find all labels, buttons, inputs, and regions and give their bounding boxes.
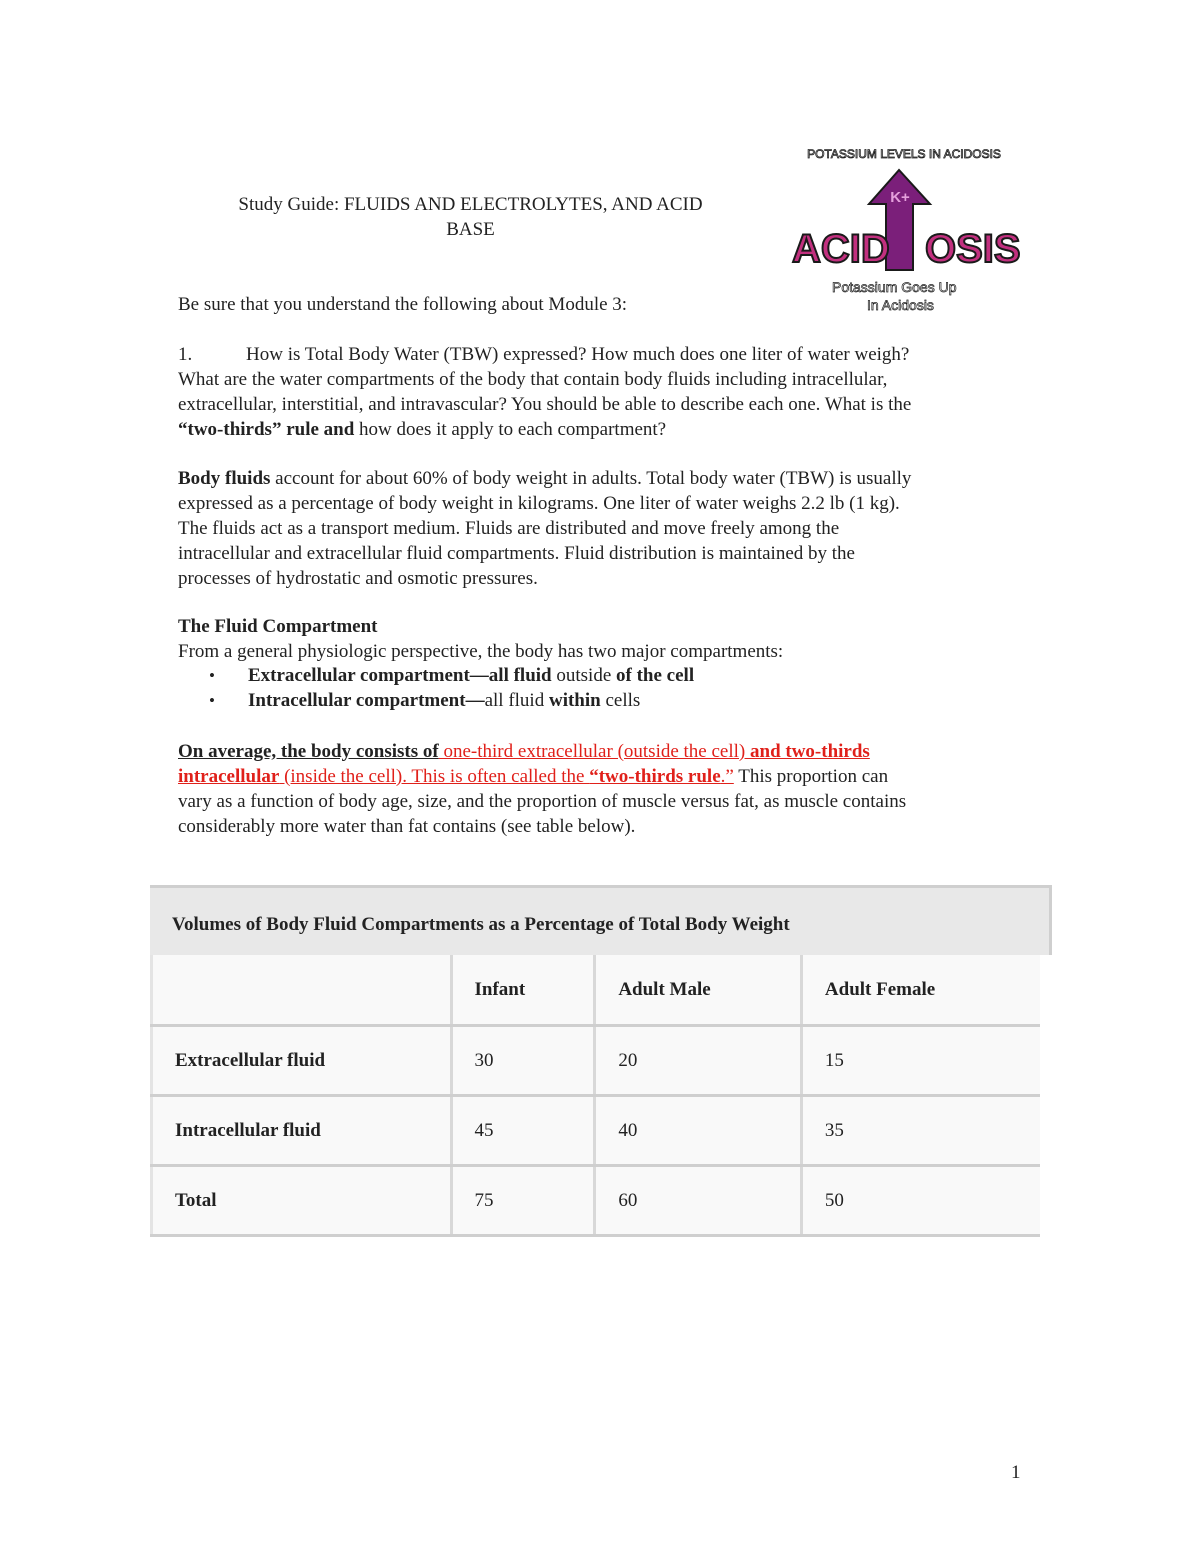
avg-line-3: vary as a function of body age, size, and the proportion of muscle versus fat, as muscle contains	[178, 791, 907, 812]
table-row-label: Total	[152, 1165, 452, 1235]
title-line-2: BASE	[446, 219, 495, 240]
table-header-row	[152, 955, 1041, 1025]
fluid-compartment-heading: The Fluid Compartment	[178, 616, 378, 637]
logo-word-right: OSIS	[925, 227, 1021, 271]
table-row-label: Intracellular fluid	[152, 1095, 452, 1165]
page-number: 1	[1011, 1462, 1021, 1483]
acidosis-logo-image	[787, 142, 1022, 327]
avg-line-4: considerably more water than fat contains (see table below).	[178, 816, 636, 837]
body-fluids-line-5: processes of hydrostatic and osmotic pressures.	[178, 568, 538, 589]
list-item	[178, 688, 694, 713]
logo-k-label: K+	[890, 189, 910, 206]
question-line-1: How is Total Body Water (TBW) expressed? How much does one liter of water weigh?	[246, 344, 910, 365]
bullet-2-bold: Intracellular compartment—	[248, 690, 485, 711]
avg-part-3: and two-thirds	[750, 741, 870, 762]
bullet-2-plain-end: cells	[600, 690, 641, 711]
table-grid	[150, 955, 1040, 1237]
fluid-compartment-intro: From a general physiologic perspective, the body has two major compartments:	[178, 641, 784, 662]
two-thirds-paragraph	[178, 739, 1038, 839]
body-fluids-line-2: expressed as a percentage of body weight in kilograms. One liter of water weighs 2.2 lb (1 kg).	[178, 493, 900, 514]
body-fluids-line-4: intracellular and extracellular fluid compartments. Fluid distribution is maintained by the	[178, 543, 855, 564]
body-fluids-line-1: account for about 60% of body weight in adults. Total body water (TBW) is usually	[270, 468, 912, 489]
bullet-icon: •	[209, 691, 215, 710]
avg-part-2: one-third extracellular (outside the cell)	[438, 741, 750, 762]
body-fluids-line-3: The fluids act as a transport medium. Fluids are distributed and move freely among the	[178, 518, 840, 539]
table-cell: 20	[595, 1025, 802, 1095]
table-header-cell: Adult Female	[801, 955, 1040, 1025]
table-cell: 45	[451, 1095, 595, 1165]
question-line-2: What are the water compartments of the body that contain body fluids including intracellular,	[178, 369, 888, 390]
logo-caption-line-1: Potassium Goes Up	[832, 279, 957, 295]
bullet-1-bold-end: of the cell	[616, 665, 695, 686]
list-item	[178, 663, 694, 688]
table-cell: 30	[451, 1025, 595, 1095]
bullet-1-bold: Extracellular compartment—all fluid	[248, 665, 552, 686]
question-1	[178, 342, 1038, 442]
bullet-2-plain: all fluid	[484, 690, 549, 711]
table-cell: 35	[801, 1095, 1040, 1165]
module-intro: Be sure that you understand the following about Module 3:	[178, 294, 628, 315]
acidosis-logo	[787, 142, 1022, 327]
avg-part-6: “two-thirds rule	[589, 766, 721, 787]
body-fluids-paragraph	[178, 466, 1038, 591]
table-cell: 15	[801, 1025, 1040, 1095]
avg-part-8: This proportion can	[733, 766, 889, 787]
fluid-volume-table	[150, 885, 1052, 1239]
table-cell: 40	[595, 1095, 802, 1165]
body-fluids-lead: Body fluids	[178, 468, 271, 489]
table-row	[152, 1095, 1041, 1165]
avg-part-4: intracellular	[178, 766, 280, 787]
bullet-icon: •	[209, 666, 215, 685]
avg-part-5: (inside the cell). This is often called the	[279, 766, 590, 787]
table-row-label: Extracellular fluid	[152, 1025, 452, 1095]
table-row	[152, 1025, 1041, 1095]
avg-part-1: On average, the body consists of	[178, 741, 439, 762]
question-line-4-bold: “two-thirds” rule and	[178, 419, 355, 440]
title-line-1: Study Guide: FLUIDS AND ELECTROLYTES, AND ACID	[238, 194, 703, 215]
table-row	[152, 1165, 1041, 1235]
question-number: 1.	[178, 344, 193, 365]
logo-caption-line-2: In Acidosis	[867, 297, 934, 313]
table-header-cell	[152, 955, 452, 1025]
table-header-cell: Adult Male	[595, 955, 802, 1025]
table-cell: 60	[595, 1165, 802, 1235]
avg-part-7: .”	[720, 766, 734, 787]
bullet-1-plain: outside	[551, 665, 617, 686]
document-title	[178, 192, 763, 242]
table-header-cell: Infant	[451, 955, 595, 1025]
logo-word-left: ACID	[792, 227, 890, 271]
question-line-3: extracellular, interstitial, and intravascular? You should be able to describe each one. What is the	[178, 394, 912, 415]
table-cell: 50	[801, 1165, 1040, 1235]
bullet-2-bold-mid: within	[548, 690, 601, 711]
table-cell: 75	[451, 1165, 595, 1235]
table-caption: Volumes of Body Fluid Compartments as a Percentage of Total Body Weight	[150, 885, 1052, 955]
question-line-4-rest: how does it apply to each compartment?	[354, 419, 667, 440]
logo-top-text: POTASSIUM LEVELS IN ACIDOSIS	[807, 147, 1001, 161]
compartment-list	[178, 663, 694, 713]
